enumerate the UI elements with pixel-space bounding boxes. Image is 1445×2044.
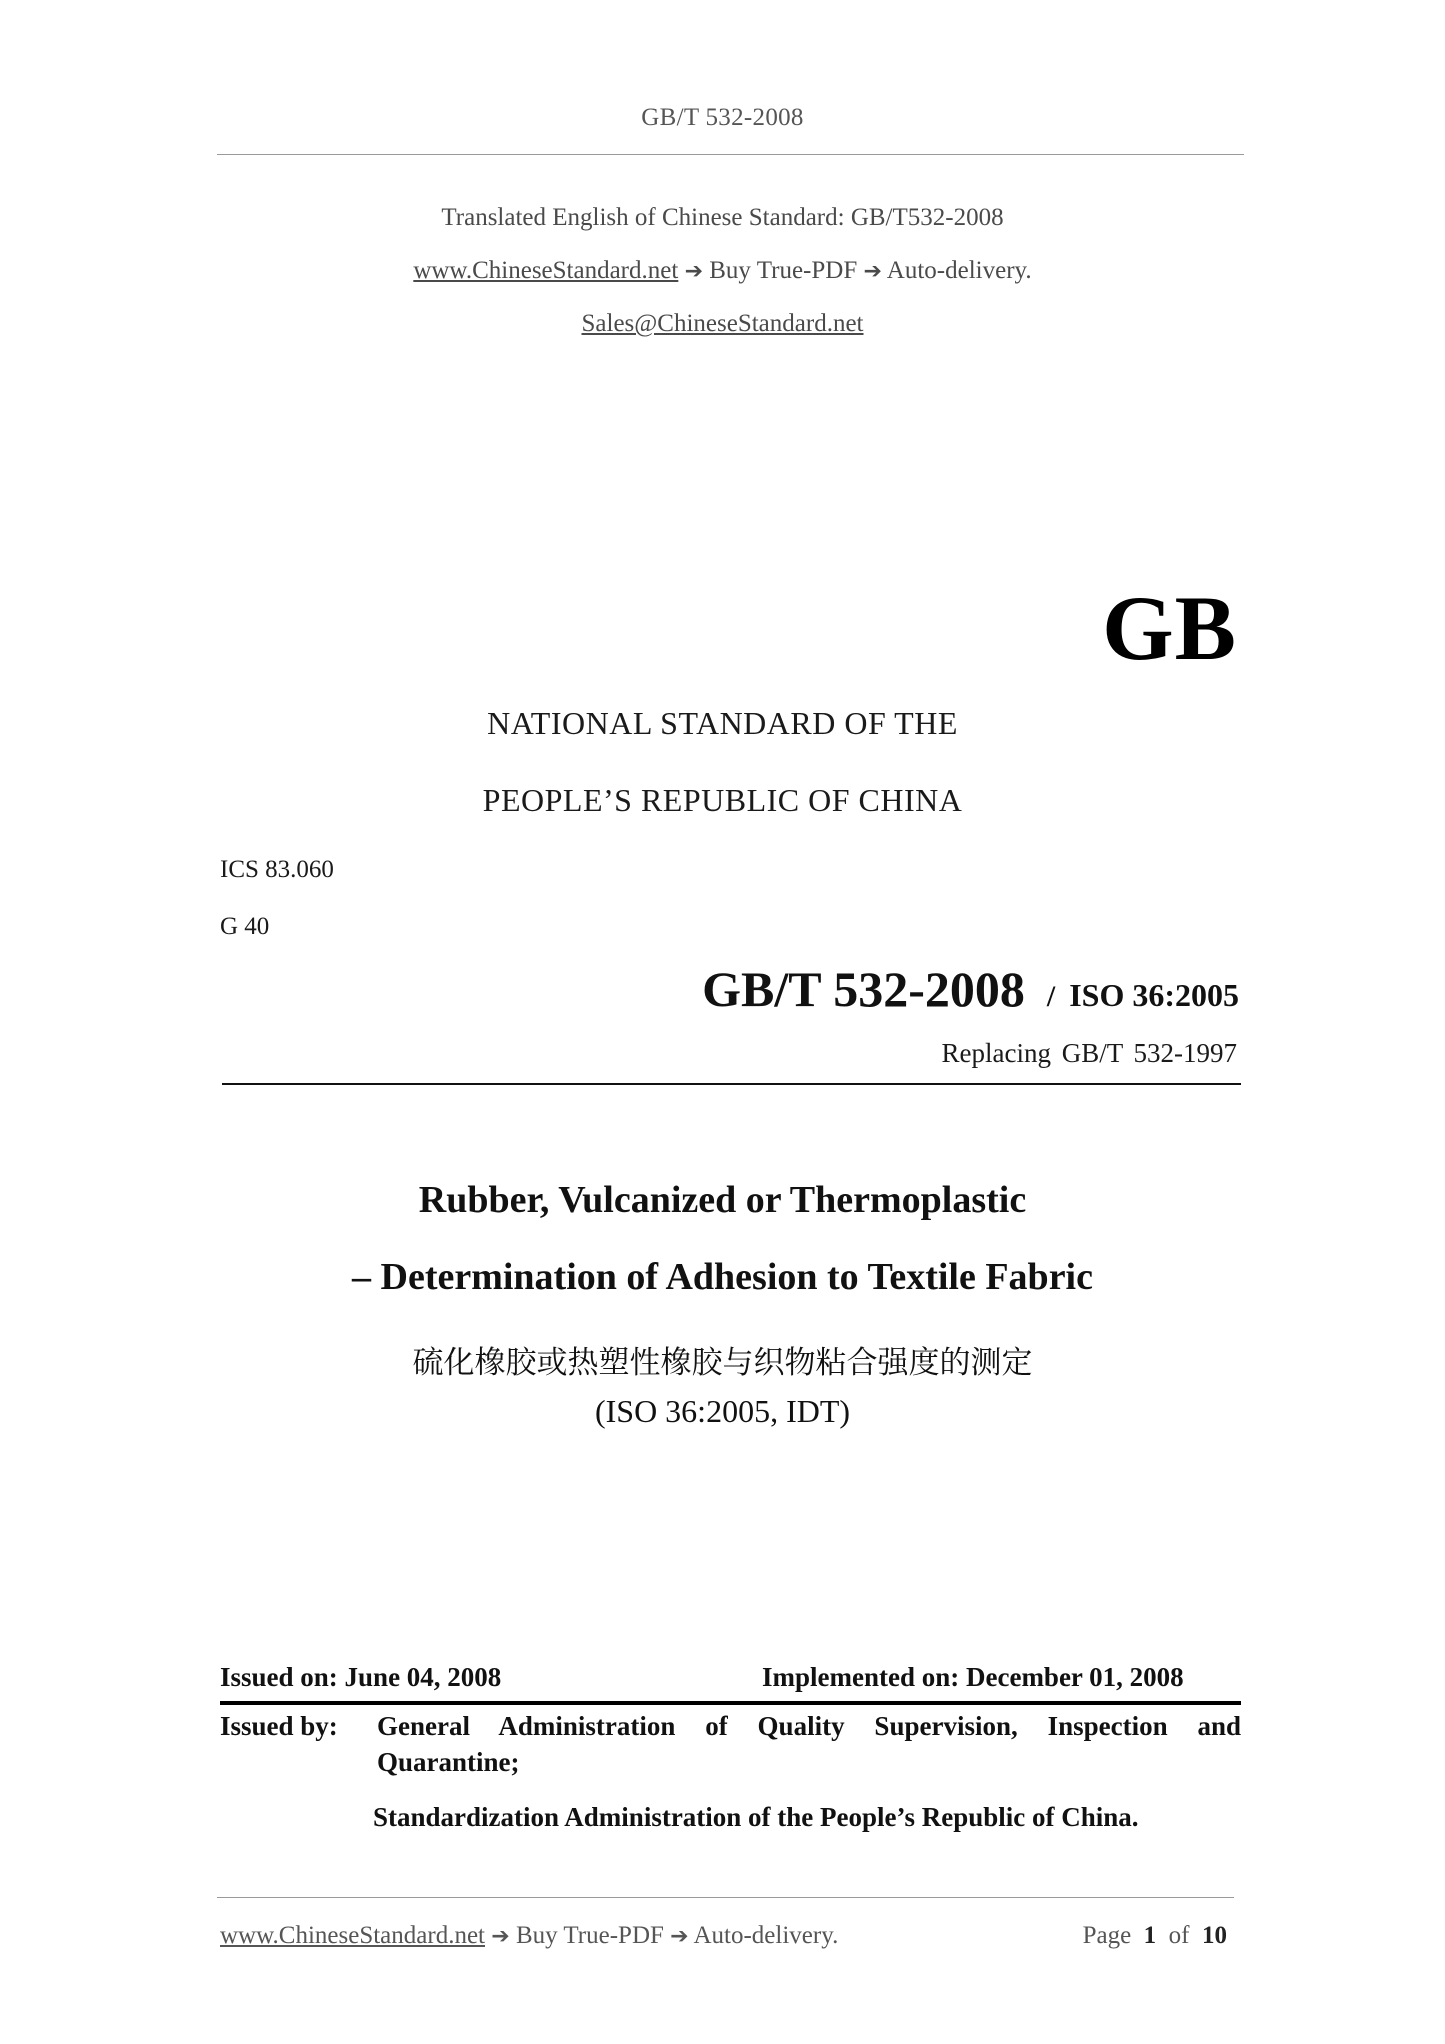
- page-of: of: [1168, 1922, 1190, 1949]
- arrow-right-icon: ➔: [491, 1924, 510, 1949]
- issued-on: Issued on: June 04, 2008: [220, 1662, 502, 1692]
- arrow-right-icon: ➔: [684, 259, 703, 284]
- page-label: Page: [1082, 1922, 1132, 1949]
- standard-number: GB/T 532-2008: [702, 961, 1025, 1017]
- ics-code: ICS 83.060: [220, 856, 334, 883]
- page-current: 1: [1143, 1922, 1157, 1949]
- title-line2: – Determination of Adhesion to Textile Fabric: [352, 1256, 1093, 1298]
- issued-by-label: Issued by:: [220, 1711, 338, 1741]
- implemented-on: Implemented on: December 01, 2008: [762, 1662, 1184, 1692]
- arrow-right-icon: ➔: [863, 259, 882, 284]
- purchase-line: [0, 257, 1445, 285]
- running-header: GB/T 532-2008: [641, 104, 804, 131]
- title-line1: Rubber, Vulcanized or Thermoplastic: [418, 1179, 1027, 1221]
- national-standard-line1: NATIONAL STANDARD OF THE: [487, 705, 958, 741]
- header-divider: [217, 154, 1244, 155]
- iso-number: ISO 36:2005: [1069, 977, 1239, 1013]
- delivery-text: Auto-delivery.: [886, 257, 1032, 284]
- footer-divider: [217, 1897, 1234, 1898]
- issuer2: Standardization Administration of the People’s Republic of China.: [373, 1802, 1139, 1832]
- national-standard-line2: PEOPLE’S REPUBLIC OF CHINA: [482, 782, 963, 818]
- title-chinese: 硫化橡胶或热塑性橡胶与织物粘合强度的测定: [412, 1345, 1033, 1381]
- standard-number-line: [702, 960, 1239, 1018]
- ccs-code: G 40: [220, 913, 270, 940]
- issuance-divider: [220, 1701, 1241, 1705]
- footer-buy-text: Buy True-PDF: [515, 1922, 664, 1949]
- translation-notice: Translated English of Chinese Standard: GB/T532-2008: [441, 204, 1004, 231]
- issuer1-line2: Quarantine;: [377, 1747, 520, 1777]
- footer-delivery-text: Auto-delivery.: [693, 1922, 839, 1949]
- page-total: 10: [1202, 1922, 1227, 1949]
- sales-email-link[interactable]: Sales@ChineseStandard.net: [581, 310, 864, 337]
- site-link[interactable]: www.ChineseStandard.net: [413, 257, 679, 284]
- issuer1-line1: General Administration of Quality Supervision, Inspection and: [377, 1711, 1241, 1741]
- email-line: [0, 310, 1445, 338]
- arrow-right-icon: ➔: [670, 1924, 689, 1949]
- separator: /: [1046, 980, 1056, 1013]
- gb-mark: GB: [1102, 577, 1237, 679]
- title-equivalence: (ISO 36:2005, IDT): [594, 1393, 851, 1429]
- footer-purchase-line: [220, 1922, 838, 1950]
- footer-site-link[interactable]: www.ChineseStandard.net: [220, 1922, 485, 1949]
- replacing-note: Replacing GB/T 532-1997: [941, 1038, 1237, 1068]
- page-number: [1083, 1922, 1227, 1950]
- buy-text: Buy True-PDF: [709, 257, 858, 284]
- title-divider: [222, 1083, 1241, 1085]
